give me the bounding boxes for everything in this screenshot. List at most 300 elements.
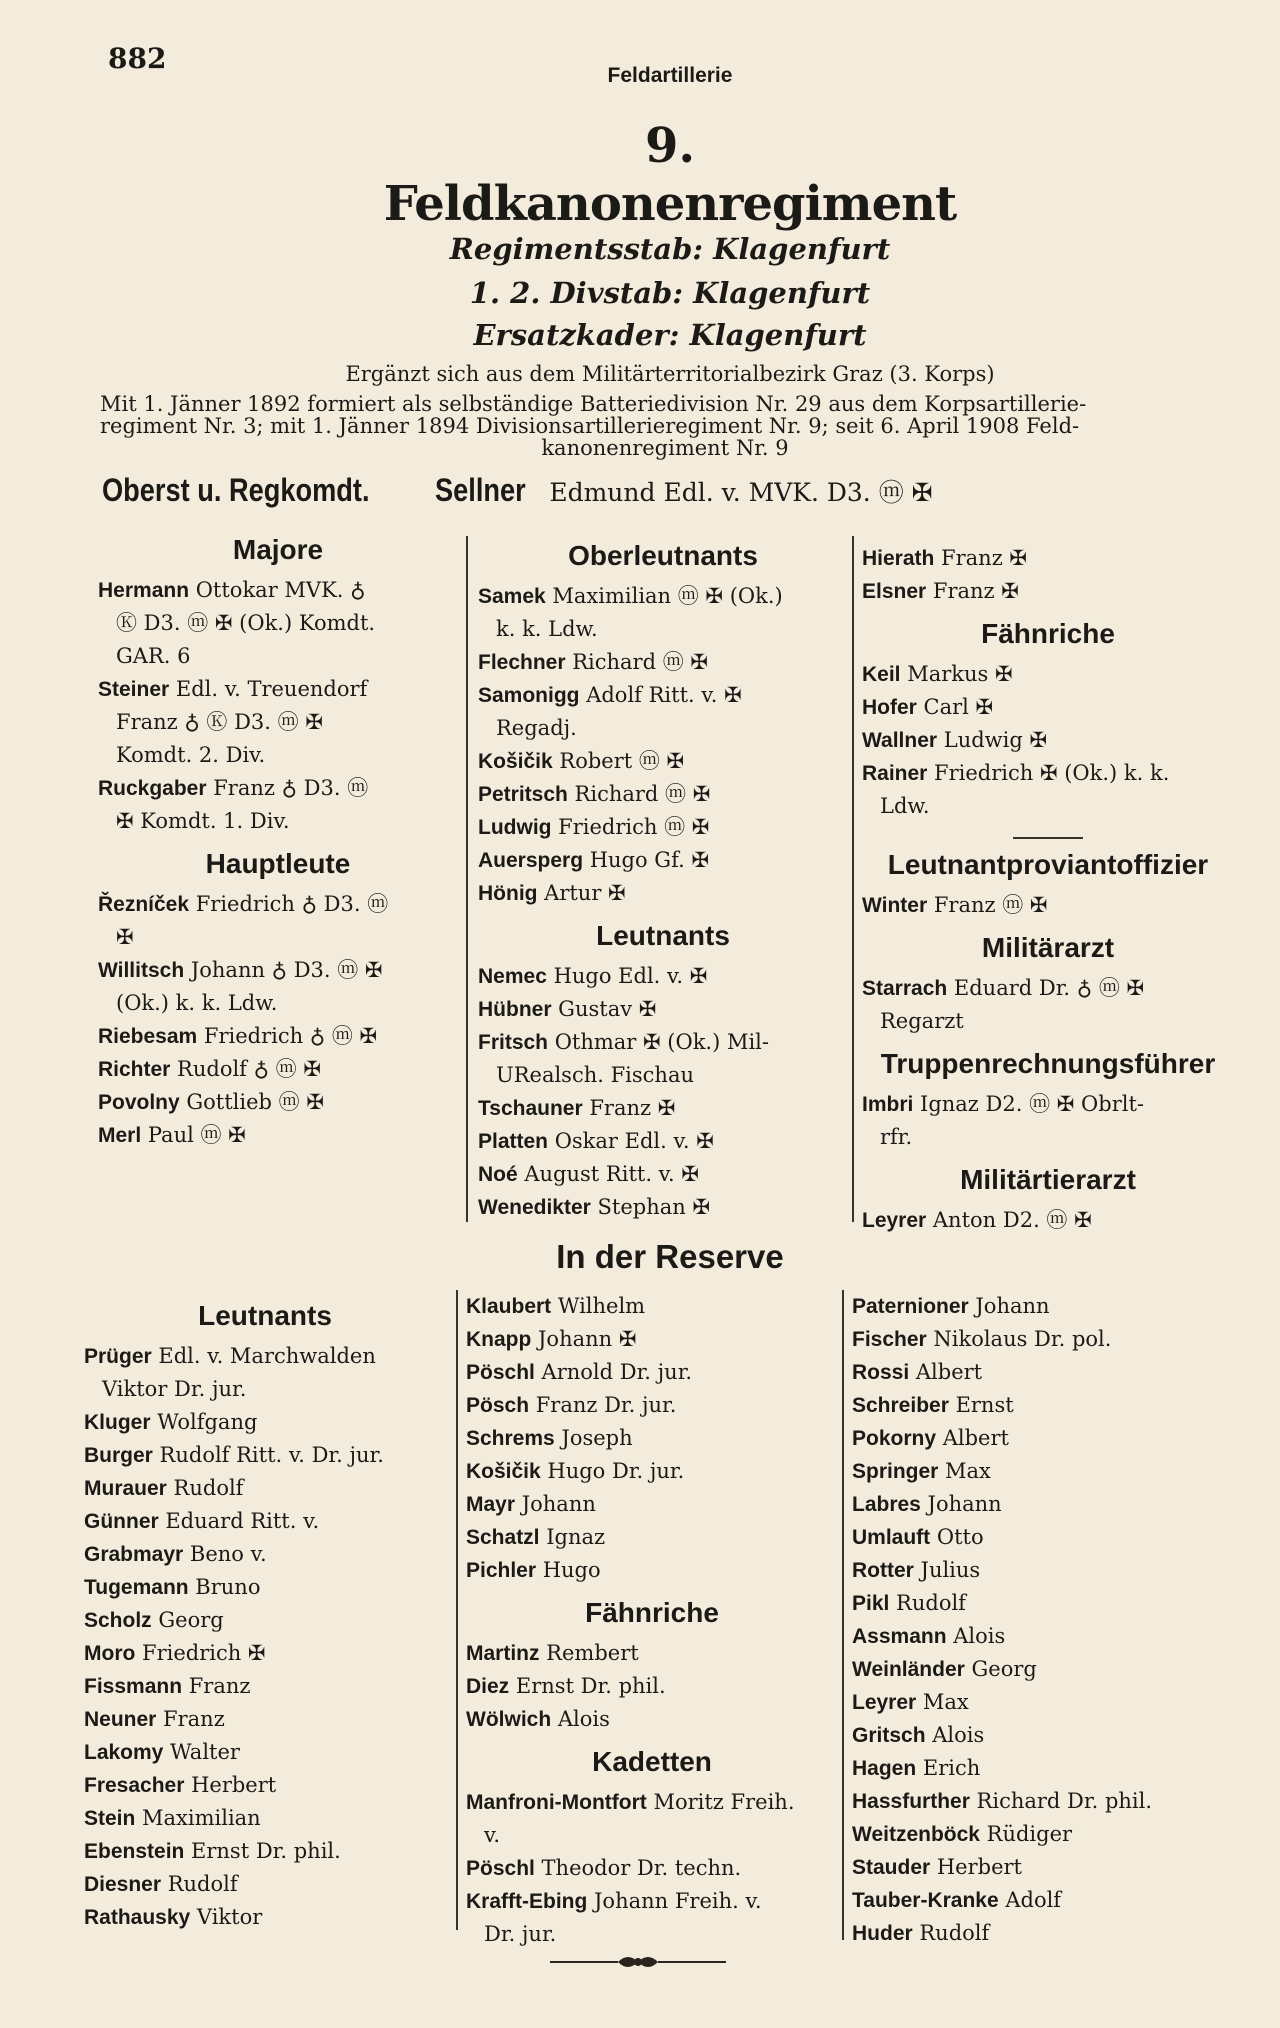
entry-details: k. k. Ldw. [496, 617, 598, 641]
surname: Platten [478, 1130, 549, 1153]
roster-entry [84, 1769, 446, 1802]
roster-entry [862, 542, 1234, 575]
entry-details: Oskar Edl. v. ✠ [548, 1129, 714, 1153]
roster-entry [478, 712, 848, 745]
regiment-number: 9. [644, 118, 696, 174]
entry-details: Franz [156, 1707, 225, 1731]
roster-entry [84, 1802, 446, 1835]
entry-details: Franz [182, 1674, 251, 1698]
entry-details: Franz ✠ [926, 579, 1019, 603]
entry-details: Artur ✠ [537, 881, 626, 905]
column-rule [466, 536, 468, 1222]
page-number: 882 [108, 42, 167, 75]
roster-entry [466, 1422, 838, 1455]
entry-details: rfr. [880, 1125, 913, 1149]
entry-details: Otto [930, 1525, 984, 1549]
roster-entry [862, 889, 1234, 922]
entry-details: Walter [163, 1740, 240, 1764]
entry-details: Max [938, 1459, 991, 1483]
entry-details: v. [484, 1823, 501, 1847]
roster-entry [98, 1020, 458, 1053]
roster-entry [478, 1125, 848, 1158]
column-rule [852, 536, 854, 1222]
entry-details: Rudolf [161, 1872, 238, 1896]
surname: Winter [862, 894, 928, 917]
roster-entry [98, 607, 458, 640]
entry-details: Robert ⓜ ✠ [552, 749, 685, 773]
entry-details: Ⓚ D3. ⓜ ✠ (Ok.) Komdt. [116, 611, 376, 635]
entry-details: ✠ [116, 925, 134, 949]
surname: Stein [84, 1807, 136, 1830]
roster-entry [862, 757, 1234, 790]
surname: Diez [466, 1675, 510, 1698]
section-heading: Hauptleute [205, 848, 351, 879]
roster-entry [478, 1092, 848, 1125]
surname: Řezníček [98, 893, 190, 916]
roster-entry [466, 1356, 838, 1389]
entry-details: Franz ✠ [934, 546, 1028, 570]
entry-details: Ernst Dr. phil. [184, 1839, 341, 1863]
roster-entry [466, 1389, 838, 1422]
surname: Weitzenböck [852, 1823, 980, 1846]
roster-entry [98, 987, 458, 1020]
entry-details: URealsch. Fischau [496, 1063, 694, 1087]
surname: Moro [84, 1642, 136, 1665]
surname: Fissmann [84, 1675, 183, 1698]
entry-details: Adolf [998, 1888, 1062, 1912]
entry-details: Rüdiger [979, 1822, 1073, 1846]
entry-details: Franz ⓜ ✠ [927, 893, 1048, 917]
section-heading: Kadetten [592, 1746, 712, 1777]
entry-details: Rudolf [166, 1476, 244, 1500]
entry-details: Franz ✠ [582, 1096, 676, 1120]
surname: Ludwig [478, 816, 552, 839]
entry-details: Nikolaus Dr. pol. [926, 1327, 1112, 1351]
surname: Neuner [84, 1708, 157, 1731]
surname: Gritsch [852, 1724, 926, 1747]
entry-details: Franz ♁ Ⓚ D3. ⓜ ✠ [116, 710, 323, 734]
entry-details: Viktor [190, 1905, 263, 1929]
entry-details: Herbert [184, 1773, 277, 1797]
surname: Flechner [478, 651, 566, 674]
roster-entry [478, 646, 848, 679]
entry-details: Rudolf [889, 1591, 966, 1615]
surname: Umlauft [852, 1526, 931, 1549]
section-heading: Majore [232, 534, 324, 565]
section-heading: Militärtierarzt [960, 1164, 1136, 1195]
entry-details: Richard ⓜ ✠ [567, 782, 711, 806]
roster-entry [466, 1670, 838, 1703]
roster-entry [98, 888, 458, 921]
roster-entry [852, 1719, 1232, 1752]
roster-entry [466, 1554, 838, 1587]
roster-entry [84, 1736, 446, 1769]
entry-details: Edl. v. Marchwalden [151, 1344, 376, 1368]
entry-details: Julius [913, 1558, 981, 1582]
entry-details: Alois [946, 1624, 1006, 1648]
section-heading: Leutnants [198, 1300, 332, 1331]
roster-entry [862, 658, 1234, 691]
roster-entry [852, 1686, 1232, 1719]
surname: Prüger [84, 1345, 152, 1368]
roster-entry [862, 1121, 1234, 1154]
entry-details: Markus ✠ [900, 662, 1013, 686]
surname: Weinländer [852, 1658, 965, 1681]
roster-entry [84, 1538, 446, 1571]
entry-details: GAR. 6 [116, 644, 191, 668]
entry-details: Johann [920, 1492, 1002, 1516]
roster-entry [478, 1191, 848, 1224]
surname: Tschauner [478, 1097, 583, 1120]
surname: Diesner [84, 1873, 162, 1896]
surname: Imbri [862, 1093, 914, 1116]
entry-details: Rudolf [912, 1921, 990, 1945]
entry-details: Erich [916, 1756, 981, 1780]
surname: Pikl [852, 1592, 890, 1615]
roster-entry [466, 1488, 838, 1521]
entry-details: Anton D2. ⓜ ✠ [926, 1208, 1092, 1232]
surname: Scholz [84, 1609, 152, 1632]
roster-entry [98, 954, 458, 987]
entry-details: August Ritt. v. ✠ [517, 1162, 699, 1186]
roster-entry [862, 724, 1234, 757]
roster-entry [852, 1785, 1232, 1818]
entry-details: Theodor Dr. techn. [534, 1856, 742, 1880]
entry-details: Franz Dr. jur. [529, 1393, 677, 1417]
roster-entry [478, 745, 848, 778]
surname: Nemec [478, 965, 547, 988]
entry-details: Stephan ✠ [590, 1195, 711, 1219]
entry-details: Friedrich ♁ ⓜ ✠ [197, 1024, 378, 1048]
entry-details: Alois [925, 1723, 985, 1747]
roster-entry [478, 580, 848, 613]
roster-entry [466, 1703, 838, 1736]
surname: Ebenstein [84, 1840, 185, 1863]
entry-details: Adolf Ritt. v. ✠ [579, 683, 742, 707]
entry-details: Ludwig ✠ [937, 728, 1048, 752]
surname: Wallner [862, 729, 938, 752]
surname: Košičik [466, 1460, 541, 1483]
surname: Leyrer [862, 1209, 927, 1232]
entry-details: Johann ✠ [531, 1327, 637, 1351]
entry-details: Bruno [188, 1575, 261, 1599]
roster-entry [84, 1703, 446, 1736]
entry-details: Ldw. [880, 794, 930, 818]
surname: Leyrer [852, 1691, 917, 1714]
entry-details: Ignaz [539, 1525, 606, 1549]
column-rule [842, 1290, 844, 1940]
surname: Lakomy [84, 1741, 164, 1764]
entry-details: Regadj. [496, 716, 577, 740]
roster-entry [98, 1086, 458, 1119]
roster-entry [852, 1554, 1232, 1587]
roster-entry [98, 673, 458, 706]
roster-entry [98, 640, 458, 673]
entry-details: Komdt. 2. Div. [116, 743, 266, 767]
surname: Pichler [466, 1559, 537, 1582]
surname: Tugemann [84, 1576, 189, 1599]
surname: Fritsch [478, 1031, 549, 1054]
commander-details: Edmund Edl. v. MVK. D3. ⓜ ✠ [549, 478, 933, 507]
roster-entry [466, 1323, 838, 1356]
column-reserve-3 [852, 1290, 1232, 1950]
surname: Pokorny [852, 1427, 937, 1450]
entry-details: Wolfgang [150, 1410, 258, 1434]
column-staff-1 [98, 524, 458, 1152]
roster-entry [852, 1290, 1232, 1323]
roster-entry [98, 1053, 458, 1086]
surname: Schatzl [466, 1526, 540, 1549]
surname: Wölwich [466, 1708, 552, 1731]
entry-details: Maximilian [135, 1806, 261, 1830]
surname: Stauder [852, 1856, 931, 1879]
surname: Hönig [478, 882, 538, 905]
roster-entry [478, 1059, 848, 1092]
entry-details: Rembert [539, 1641, 639, 1665]
roster-entry [98, 772, 458, 805]
column-reserve-1 [84, 1290, 446, 1934]
entry-details: Edl. v. Treuendorf [169, 677, 368, 701]
entry-details: Paul ⓜ ✠ [141, 1123, 246, 1147]
column-staff-3 [862, 542, 1234, 1237]
commander-name: Sellner [434, 472, 526, 508]
section-heading: Leutnantproviantoffizier [887, 849, 1209, 880]
surname: Auersperg [478, 849, 584, 872]
roster-entry [478, 679, 848, 712]
entry-details: ✠ Komdt. 1. Div. [116, 809, 290, 833]
entry-details: Albert [936, 1426, 1009, 1450]
roster-entry [862, 972, 1234, 1005]
surname: Manfroni-Montfort [466, 1791, 647, 1814]
entry-details: Beno v. [183, 1542, 267, 1566]
column-reserve-2 [466, 1290, 838, 1951]
roster-entry [852, 1323, 1232, 1356]
roster-entry [852, 1488, 1232, 1521]
roster-entry [466, 1819, 838, 1852]
roster-entry [478, 960, 848, 993]
surname: Povolny [98, 1091, 180, 1114]
entry-details: Arnold Dr. jur. [534, 1360, 693, 1384]
entry-details: Viktor Dr. jur. [102, 1377, 247, 1401]
entry-details: Alois [551, 1707, 610, 1731]
surname: Steiner [98, 678, 170, 701]
roster-entry [84, 1637, 446, 1670]
surname: Tauber-Kranke [852, 1889, 999, 1912]
entry-details: Gustav ✠ [551, 997, 657, 1021]
surname: Martinz [466, 1642, 540, 1665]
roster-entry [84, 1670, 446, 1703]
column-staff-2 [478, 530, 848, 1224]
location-staff: Regimentsstab: Klagenfurt [449, 232, 891, 266]
entry-details: Georg [151, 1608, 224, 1632]
entry-details: Friedrich ♁ D3. ⓜ [189, 892, 389, 916]
roster-entry [852, 1521, 1232, 1554]
entry-details: Hugo [536, 1558, 601, 1582]
roster-entry [98, 706, 458, 739]
roster-entry [466, 1885, 838, 1918]
roster-entry [466, 1918, 838, 1951]
surname: Rainer [862, 762, 928, 785]
surname: Knapp [466, 1328, 532, 1351]
entry-details: Regarzt [880, 1009, 964, 1033]
entry-details: Friedrich ⓜ ✠ [551, 815, 710, 839]
section-divider [1013, 837, 1083, 839]
surname: Klaubert [466, 1295, 552, 1318]
roster-entry [478, 1026, 848, 1059]
section-heading: Truppenrechnungsführer [880, 1048, 1216, 1079]
roster-entry [478, 993, 848, 1026]
roster-entry [84, 1340, 446, 1373]
surname: Elsner [862, 580, 927, 603]
entry-details: Max [916, 1690, 969, 1714]
location-ersatzkader: Ersatzkader: Klagenfurt [473, 318, 867, 352]
section-heading: Fähnriche [585, 1597, 719, 1628]
surname: Rathausky [84, 1906, 191, 1929]
surname: Günner [84, 1510, 159, 1533]
entry-details: Joseph [554, 1426, 633, 1450]
roster-entry [852, 1752, 1232, 1785]
entry-details: Hugo Gf. ✠ [583, 848, 710, 872]
roster-entry [466, 1637, 838, 1670]
entry-details: Herbert [930, 1855, 1022, 1879]
roster-entry [466, 1852, 838, 1885]
surname: Willitsch [98, 959, 185, 982]
roster-entry [862, 575, 1234, 608]
entry-details: Johann [515, 1492, 596, 1516]
regiment-name: Feldkanonenregiment [383, 176, 957, 232]
end-ornament-icon [548, 1950, 728, 1974]
surname: Petritsch [478, 783, 568, 806]
roster-entry [98, 921, 458, 954]
entry-details: Othmar ✠ (Ok.) Mil- [548, 1030, 769, 1054]
surname: Kluger [84, 1411, 151, 1434]
surname: Krafft-Ebing [466, 1890, 588, 1913]
roster-entry [84, 1439, 446, 1472]
surname: Pöschl [466, 1361, 535, 1384]
location-divstab: 1. 2. Divstab: Klagenfurt [469, 276, 871, 310]
roster-entry [466, 1455, 838, 1488]
reserve-heading: In der Reserve [556, 1238, 784, 1275]
roster-entry [478, 1158, 848, 1191]
roster-entry [478, 811, 848, 844]
roster-entry [84, 1373, 446, 1406]
roster-entry [478, 844, 848, 877]
roster-entry [84, 1472, 446, 1505]
roster-entry [852, 1356, 1232, 1389]
surname: Pöschl [466, 1857, 535, 1880]
roster-entry [84, 1406, 446, 1439]
roster-entry [852, 1653, 1232, 1686]
entry-details: Gottlieb ⓜ ✠ [179, 1090, 324, 1114]
surname: Riebesam [98, 1025, 198, 1048]
commander-rank: Oberst u. Regkomdt. [102, 472, 370, 508]
roster-entry [862, 691, 1234, 724]
roster-entry [84, 1505, 446, 1538]
entry-details: Franz ♁ D3. ⓜ [206, 776, 369, 800]
entry-details: Rudolf ♁ ⓜ ✠ [170, 1057, 321, 1081]
roster-entry [852, 1389, 1232, 1422]
roster-entry [478, 613, 848, 646]
roster-entry [862, 1088, 1234, 1121]
roster-entry [84, 1604, 446, 1637]
entry-details: Richard ⓜ ✠ [565, 650, 708, 674]
surname: Assmann [852, 1625, 947, 1648]
surname: Huder [852, 1922, 913, 1945]
surname: Pösch [466, 1394, 530, 1417]
surname: Hermann [98, 579, 190, 602]
surname: Ruckgaber [98, 777, 207, 800]
section-heading: Militärarzt [981, 932, 1115, 963]
roster-entry [852, 1851, 1232, 1884]
entry-details: Rudolf Ritt. v. Dr. jur. [152, 1443, 384, 1467]
surname: Wenedikter [478, 1196, 591, 1219]
surname: Labres [852, 1493, 921, 1516]
surname: Keil [862, 663, 901, 686]
entry-details: Hugo Edl. v. ✠ [546, 964, 708, 988]
entry-details: Johann Freih. v. [587, 1889, 762, 1913]
roster-entry [84, 1835, 446, 1868]
roster-entry [852, 1818, 1232, 1851]
roster-entry [852, 1587, 1232, 1620]
section-heading: Fähnriche [981, 618, 1115, 649]
roster-entry [852, 1917, 1232, 1950]
roster-entry [478, 877, 848, 910]
entry-details: Johann [968, 1294, 1050, 1318]
surname: Paternioner [852, 1295, 969, 1318]
roster-entry [98, 805, 458, 838]
entry-details: Moritz Freih. [646, 1790, 795, 1814]
surname: Rotter [852, 1559, 914, 1582]
roster-entry [466, 1786, 838, 1819]
entry-details: Eduard Ritt. v. [158, 1509, 320, 1533]
surname: Hassfurther [852, 1790, 970, 1813]
roster-entry [84, 1868, 446, 1901]
surname: Fischer [852, 1328, 927, 1351]
roster-entry [852, 1422, 1232, 1455]
surname: Mayr [466, 1493, 516, 1516]
surname: Burger [84, 1444, 153, 1467]
roster-entry [98, 574, 458, 607]
entry-details: Friedrich ✠ (Ok.) k. k. [927, 761, 1170, 785]
running-head: Feldartillerie [607, 64, 733, 87]
history-line: kanonenregiment Nr. 9 [541, 436, 789, 460]
entry-details: Friedrich ✠ [135, 1641, 266, 1665]
entry-details: Carl ✠ [916, 695, 994, 719]
roster-entry [98, 739, 458, 772]
surname: Grabmayr [84, 1543, 184, 1566]
roster-entry [98, 1119, 458, 1152]
section-heading: Leutnants [596, 920, 730, 951]
surname: Hagen [852, 1757, 917, 1780]
surname: Springer [852, 1460, 939, 1483]
surname: Hofer [862, 696, 917, 719]
entry-details: Ernst Dr. phil. [509, 1674, 666, 1698]
roster-entry [84, 1571, 446, 1604]
roster-entry [862, 1005, 1234, 1038]
entry-details: Ignaz D2. ⓜ ✠ Obrlt- [913, 1092, 1144, 1116]
roster-entry [852, 1620, 1232, 1653]
entry-details: Hugo Dr. jur. [540, 1459, 685, 1483]
entry-details: Richard Dr. phil. [969, 1789, 1153, 1813]
surname: Hübner [478, 998, 552, 1021]
regiment-history [100, 393, 1230, 459]
roster-entry [466, 1290, 838, 1323]
roster-entry [478, 778, 848, 811]
surname: Noé [478, 1163, 518, 1186]
roster-entry [852, 1884, 1232, 1917]
entry-details: Wilhelm [551, 1294, 646, 1318]
entry-details: Georg [964, 1657, 1037, 1681]
